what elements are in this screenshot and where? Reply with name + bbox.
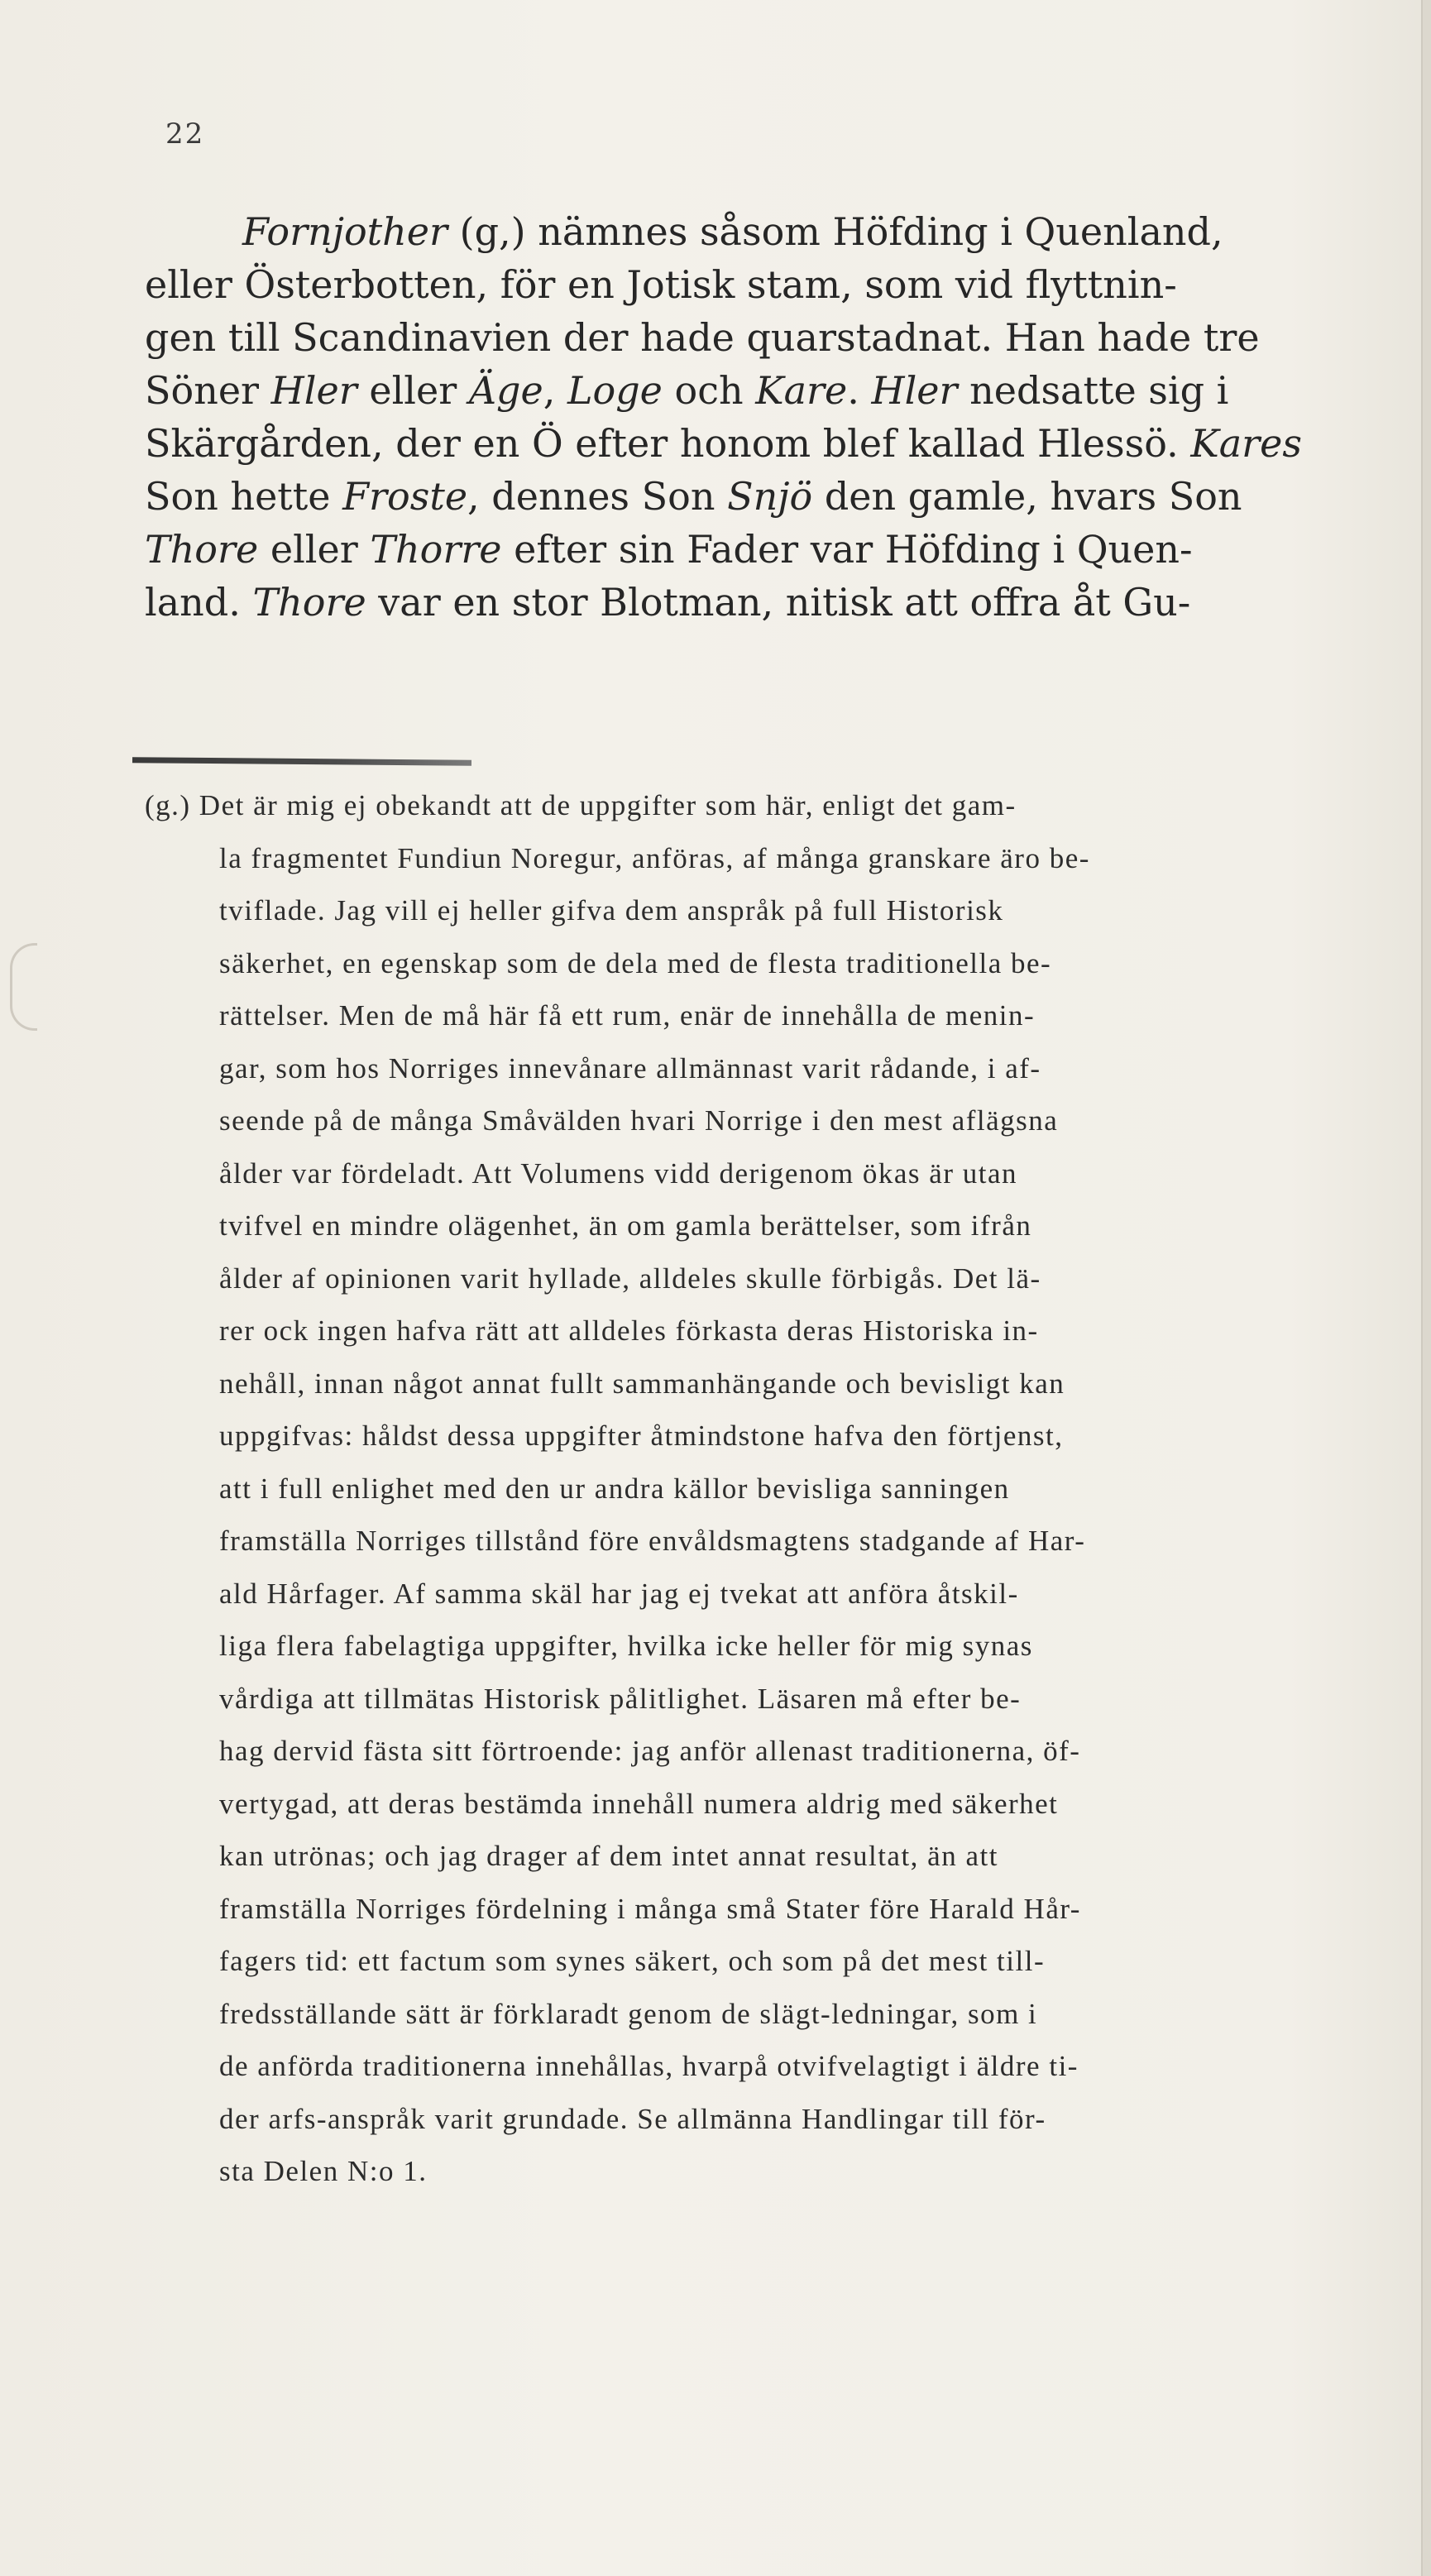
main-line-4: Söner Hler eller Äge, Loge och Kare. Hler nedsatte sig i: [145, 368, 1229, 413]
main-line-5: Skärgården, der en Ö efter honom blef kallad Hlessö. Kares: [145, 421, 1302, 466]
name-fornjother: Fornjother: [242, 209, 447, 254]
main-line-1: Fornjother (g,) nämnes såsom Höfding i Quenland,: [242, 209, 1223, 254]
main-line-8: land. Thore var en stor Blotman, nitisk att offra åt Gu-: [145, 580, 1191, 625]
footnote-line: rättelser. Men de må här få ett rum, enär de innehålla de menin-: [219, 999, 1036, 1032]
footnote-line: de anförda traditionerna innehållas, hvarpå otvifvelagtigt i äldre ti-: [219, 2050, 1079, 2082]
footnote-line: ald Hårfager. Af samma skäl har jag ej tvekat att anföra åtskil-: [219, 1577, 1019, 1610]
footnote-line: liga flera fabelagtiga uppgifter, hvilka icke heller för mig synas: [219, 1630, 1033, 1662]
footnote-line: rer ock ingen hafva rätt att alldeles förkasta deras Historiska in-: [219, 1314, 1039, 1347]
footnote-line: gar, som hos Norriges innevånare allmännast varit rådande, i af-: [219, 1051, 1041, 1085]
main-line-7: Thore eller Thorre efter sin Fader var Höfding i Quen-: [145, 527, 1193, 572]
footnote-line: vårdiga att tillmätas Historisk pålitlighet. Läsaren må efter be-: [219, 1682, 1022, 1715]
footnote-line: kan utrönas; och jag drager af dem intet annat resultat, än att: [219, 1840, 998, 1872]
footnote-line: ålder af opinionen varit hyllade, alldeles skulle förbigås. Det lä-: [219, 1262, 1041, 1295]
footnote-line: fagers tid: ett factum som synes säkert, och som på det mest till-: [219, 1945, 1046, 1977]
footnote-rule: [132, 757, 471, 766]
main-line-3: gen till Scandinavien der hade quarstadnat. Han hade tre: [145, 315, 1260, 360]
main-line-6: Son hette Froste, dennes Son Snjö den gamle, hvars Son: [145, 474, 1242, 519]
footnote-line: der arfs-anspråk varit grundade. Se allmänna Handlingar till för-: [219, 2102, 1046, 2135]
footnote-line: fredsställande sätt är förklaradt genom de slägt-ledningar, som i: [219, 1997, 1038, 2030]
footnote-line: nehåll, innan något annat fullt sammanhängande och bevisligt kan: [219, 1367, 1065, 1400]
footnote-line: (g.) Det är mig ej obekandt att de uppgifter som här, enligt det gam-: [145, 789, 1017, 821]
footnote-line: framställa Norriges tillstånd före envåldsmagtens stadgande af Har-: [219, 1525, 1086, 1557]
footnote-line: framställa Norriges fördelning i många små Stater före Harald Hår-: [219, 1892, 1081, 1925]
footnote-line: uppgifvas: håldst dessa uppgifter åtmindstone hafva den förtjenst,: [219, 1420, 1064, 1452]
footnote-line: att i full enlighet med den ur andra källor bevisliga sanningen: [219, 1472, 1010, 1505]
footnote-line: sta Delen N:o 1.: [219, 2155, 428, 2187]
footnote-g: [145, 779, 1390, 2198]
footnote-line: vertygad, att deras bestämda innehåll numera aldrig med säkerhet: [219, 1787, 1059, 1820]
footnote-line: tvifvel en mindre olägenhet, än om gamla berättelser, som ifrån: [219, 1209, 1032, 1242]
main-line-2: eller Österbotten, för en Jotisk stam, som vid flyttnin-: [145, 262, 1177, 307]
footnote-line: la fragmentet Fundiun Noregur, anföras, af många granskare äro be-: [219, 841, 1090, 874]
page-edge: [1421, 0, 1431, 2576]
page-number: 22: [165, 117, 205, 151]
footnote-line: säkerhet, en egenskap som de dela med de flesta traditionella be-: [219, 946, 1052, 979]
footnote-line: ålder var fördeladt. Att Volumens vidd derigenom ökas är utan: [219, 1156, 1017, 1190]
footnote-line: hag dervid fästa sitt förtroende: jag anför allenast traditionerna, öf-: [219, 1735, 1081, 1767]
footnote-line: tviflade. Jag vill ej heller gifva dem anspråk på full Historisk: [219, 894, 1004, 926]
main-paragraph: [145, 205, 1390, 629]
footnote-line: seende på de många Småvälden hvari Norrige i den mest aflägsna: [219, 1104, 1059, 1137]
margin-pencil-mark: [10, 943, 37, 1031]
